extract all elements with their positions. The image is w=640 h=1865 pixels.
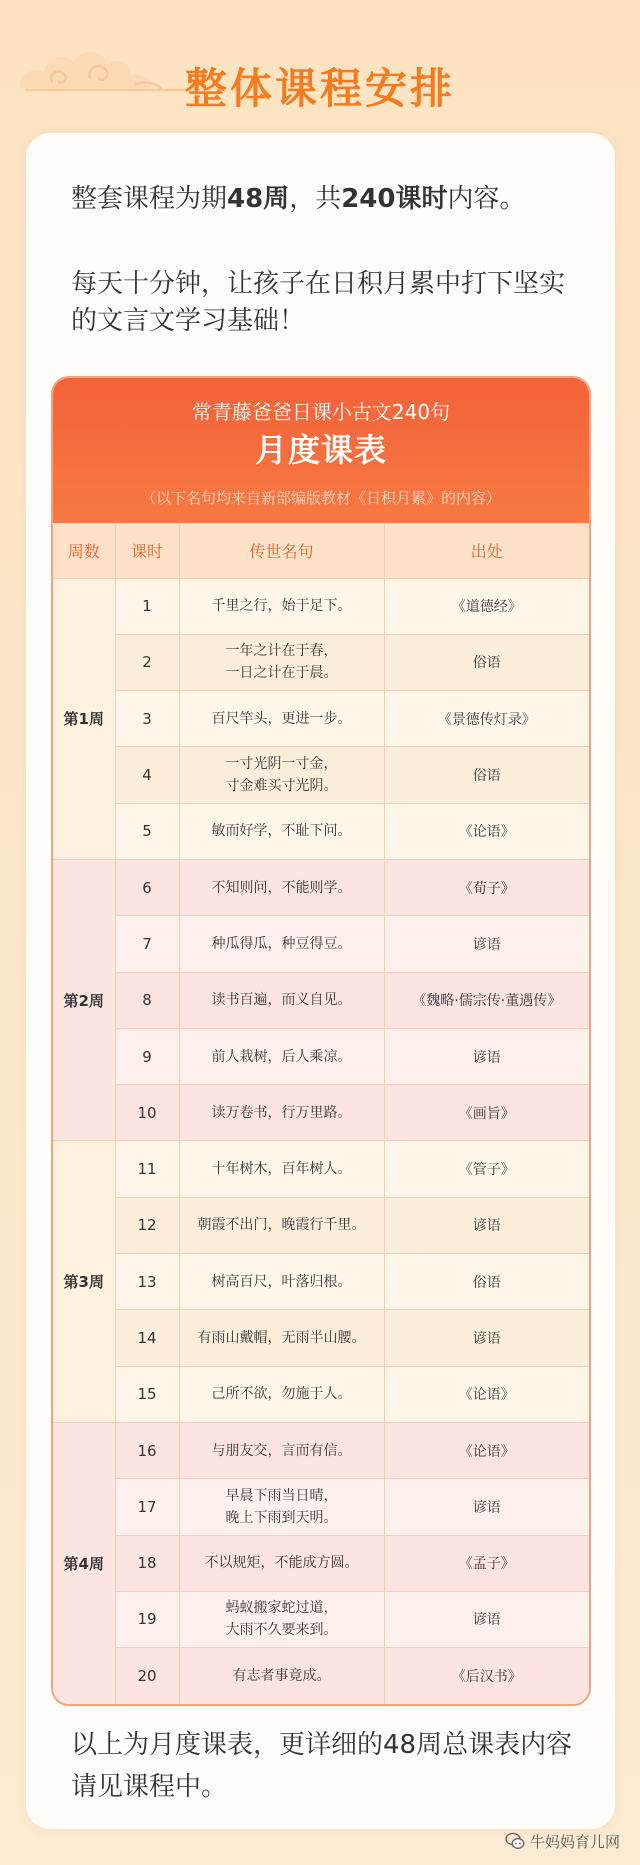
quote-line: 有志者事竟成。 [232, 1668, 331, 1685]
table-subtitle: 常青藤爸爸日课小古文240句 [191, 400, 451, 424]
intro-paragraph-line: 的文言文学习基础！ [71, 306, 306, 336]
quote-cell [179, 1085, 384, 1141]
quote-cell [179, 1479, 384, 1535]
column-header-source: 出处 [384, 523, 589, 578]
lesson-number-cell: 6 [115, 859, 179, 915]
lesson-table-body [53, 578, 589, 1704]
footer-note-line: 请见课程中。 [71, 1772, 228, 1802]
lesson-number-cell: 19 [115, 1591, 179, 1647]
lesson-number-cell: 17 [115, 1479, 179, 1535]
quote-cell [179, 691, 384, 747]
column-header-row [53, 523, 589, 578]
lesson-number-cell: 1 [115, 578, 179, 634]
lesson-row [53, 1310, 589, 1366]
footer-note-line: 以上为月度课表，更详细的48周总课表内容 [71, 1730, 573, 1760]
source-cell: 谚语 [384, 1028, 589, 1084]
source-cell: 《道德经》 [384, 578, 589, 634]
lesson-number-cell: 18 [115, 1535, 179, 1591]
source-cell: 《管子》 [384, 1141, 589, 1197]
content-card [26, 133, 615, 1829]
intro-text: 内容。 [447, 184, 526, 214]
quote-line: 与朋友交，言而有信。 [211, 1442, 352, 1459]
quote-line: 种瓜得瓜，种豆得豆。 [211, 935, 352, 952]
footer-note [71, 1724, 572, 1808]
lesson-row [53, 1028, 589, 1084]
lesson-number-cell: 11 [115, 1141, 179, 1197]
lesson-row [53, 1197, 589, 1253]
intro-text: ，共 [289, 184, 342, 214]
lesson-row [53, 1648, 589, 1704]
source-cell: 俗语 [384, 747, 589, 803]
quote-line: 大雨不久要来到。 [225, 1622, 338, 1639]
quote-line: 前人栽树，后人乘凉。 [211, 1048, 352, 1065]
lesson-row [53, 1085, 589, 1141]
intro-paragraph-line: 每天十分钟，让孩子在日积月累中打下坚实 [71, 269, 566, 299]
column-header-quote: 传世名句 [179, 523, 384, 578]
lesson-row [53, 1422, 589, 1478]
lesson-row [53, 1479, 589, 1535]
watermark [505, 1830, 620, 1852]
source-cell: 《孟子》 [384, 1535, 589, 1591]
quote-cell [179, 859, 384, 915]
quote-cell [179, 1310, 384, 1366]
table-banner [53, 378, 589, 523]
source-cell: 《论语》 [384, 803, 589, 859]
quote-line: 十年树木，百年树人。 [211, 1161, 352, 1178]
source-cell: 谚语 [384, 1479, 589, 1535]
quote-line: 早晨下雨当日晴， [225, 1487, 338, 1504]
quote-cell [179, 1197, 384, 1253]
intro-highlight-hours: 240课时 [341, 184, 448, 214]
intro-highlight-weeks: 48周 [227, 184, 290, 214]
column-header-week: 周数 [53, 523, 115, 578]
source-cell: 谚语 [384, 1310, 589, 1366]
lesson-number-cell: 2 [115, 634, 179, 690]
source-cell: 俗语 [384, 634, 589, 690]
source-cell: 《论语》 [384, 1366, 589, 1422]
lesson-number-cell: 10 [115, 1085, 179, 1141]
lesson-row [53, 916, 589, 972]
quote-cell [179, 1591, 384, 1647]
quote-cell [179, 634, 384, 690]
quote-line: 一日之计在于晨。 [225, 665, 338, 682]
quote-cell [179, 747, 384, 803]
quote-line: 千里之行，始于足下。 [211, 598, 352, 615]
quote-line: 朝霞不出门，晚霞行千里。 [197, 1217, 366, 1234]
table-title: 月度课表 [254, 431, 387, 469]
lesson-row [53, 972, 589, 1028]
quote-cell [179, 1366, 384, 1422]
lesson-number-cell: 5 [115, 803, 179, 859]
week-label-cell: 第1周 [53, 578, 115, 859]
intro-duration-line [71, 181, 526, 217]
quote-line: 敏而好学，不耻下问。 [211, 823, 352, 840]
quote-line: 读万卷书，行万里路。 [211, 1104, 352, 1121]
lesson-number-cell: 20 [115, 1648, 179, 1704]
quote-cell [179, 1422, 384, 1478]
lesson-number-cell: 8 [115, 972, 179, 1028]
lesson-number-cell: 7 [115, 916, 179, 972]
wechat-bubble-icon [505, 1832, 525, 1850]
table-note: （以下名句均来自新部编版教材《日积月累》的内容） [140, 489, 501, 507]
quote-line: 晚上下雨到天明。 [225, 1509, 338, 1526]
quote-line: 不以规矩，不能成方圆。 [204, 1555, 359, 1572]
lesson-row [53, 859, 589, 915]
lesson-number-cell: 3 [115, 691, 179, 747]
week-label-cell: 第3周 [53, 1141, 115, 1422]
quote-cell [179, 972, 384, 1028]
quote-cell [179, 916, 384, 972]
source-cell: 俗语 [384, 1254, 589, 1310]
week-label-cell: 第4周 [53, 1422, 115, 1703]
week-label-cell: 第2周 [53, 859, 115, 1140]
lesson-row [53, 803, 589, 859]
source-cell: 《论语》 [384, 1422, 589, 1478]
quote-cell [179, 1141, 384, 1197]
quote-cell [179, 1535, 384, 1591]
quote-cell [179, 1028, 384, 1084]
watermark-text: 牛妈妈育儿网 [529, 1832, 620, 1851]
source-cell: 谚语 [384, 916, 589, 972]
source-cell: 《魏略·儒宗传·董遇传》 [384, 972, 589, 1028]
quote-cell [179, 1648, 384, 1704]
lesson-number-cell: 12 [115, 1197, 179, 1253]
quote-line: 有雨山戴帽，无雨半山腰。 [197, 1330, 366, 1346]
source-cell: 《荀子》 [384, 859, 589, 915]
source-cell: 谚语 [384, 1591, 589, 1647]
lesson-number-cell: 9 [115, 1028, 179, 1084]
quote-line: 树高百尺，叶落归根。 [211, 1273, 352, 1290]
quote-line: 一寸光阴一寸金， [225, 756, 338, 773]
source-cell: 谚语 [384, 1197, 589, 1253]
lesson-row [53, 578, 589, 634]
quote-line: 寸金难买寸光阴。 [225, 778, 338, 795]
quote-line: 蚂蚁搬家蛇过道， [225, 1600, 338, 1617]
lesson-number-cell: 16 [115, 1422, 179, 1478]
quote-line: 己所不欲，勿施于人。 [211, 1386, 352, 1403]
intro-paragraph [71, 266, 565, 340]
intro-text: 整套课程为期 [71, 184, 228, 214]
quote-cell [179, 803, 384, 859]
lesson-row [53, 1591, 589, 1647]
lesson-row [53, 634, 589, 690]
lesson-number-cell: 13 [115, 1254, 179, 1310]
quote-line: 百尺竿头，更进一步。 [211, 710, 352, 727]
lesson-row [53, 1141, 589, 1197]
source-cell: 《景德传灯录》 [384, 691, 589, 747]
monthly-schedule-table [51, 376, 591, 1706]
lesson-row [53, 1254, 589, 1310]
quote-line: 不知则问，不能则学。 [211, 879, 352, 896]
quote-cell [179, 578, 384, 634]
schedule-grid [53, 523, 589, 1704]
lesson-row [53, 1535, 589, 1591]
lesson-row [53, 1366, 589, 1422]
quote-cell [179, 1254, 384, 1310]
page-title: 整体课程安排 [184, 64, 455, 113]
quote-line: 一年之计在于春， [225, 643, 338, 660]
lesson-row [53, 747, 589, 803]
source-cell: 《后汉书》 [384, 1648, 589, 1704]
lesson-number-cell: 15 [115, 1366, 179, 1422]
lesson-number-cell: 14 [115, 1310, 179, 1366]
lesson-row [53, 691, 589, 747]
source-cell: 《画旨》 [384, 1085, 589, 1141]
lesson-number-cell: 4 [115, 747, 179, 803]
quote-line: 读书百遍，而义自见。 [211, 992, 352, 1009]
column-header-lesson: 课时 [115, 523, 179, 578]
